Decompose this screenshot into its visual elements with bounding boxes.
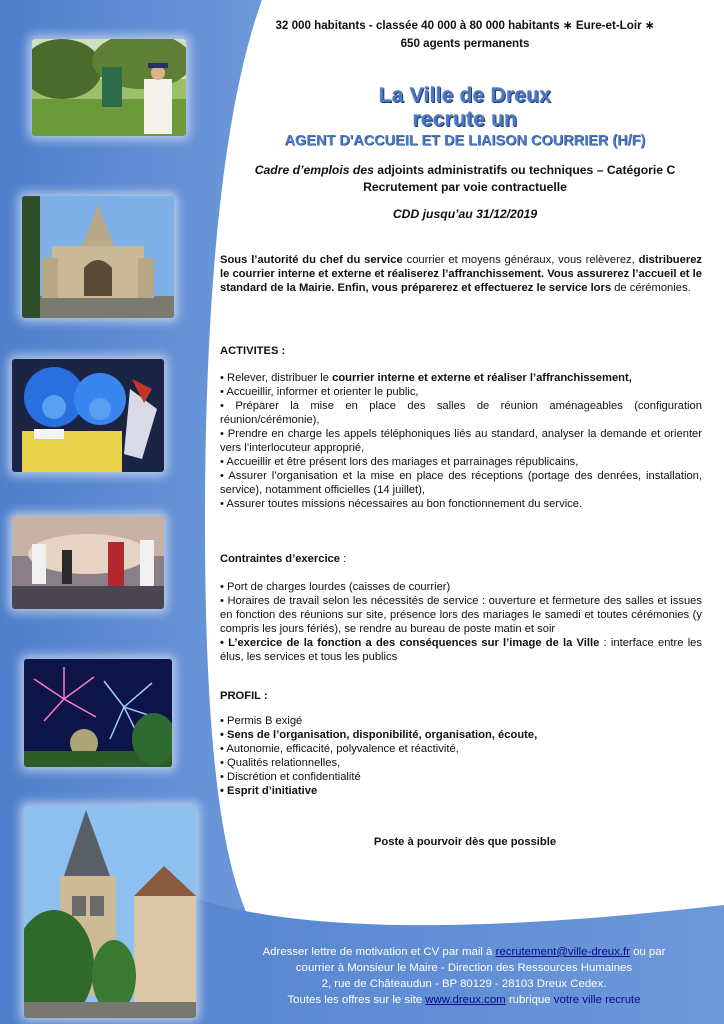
closing-line: Poste à pourvoir dès que possible (373, 836, 557, 848)
website-link[interactable]: www.dreux.com (425, 994, 506, 1006)
photo-belfry-street (24, 806, 196, 1018)
profile-heading: PROFIL : (220, 690, 268, 702)
constraint-item: • Port de charges lourdes (caisses de courrier) (220, 581, 451, 593)
header-region: Eure-et-Loir (575, 19, 642, 32)
photo-fireworks (24, 659, 172, 767)
constraints-list (220, 580, 702, 664)
activity-item: • Accueillir et être présent lors des mariages et parrainages républicains, (220, 456, 579, 468)
carnival-scene-icon (12, 359, 164, 472)
parade-scene-icon (12, 516, 164, 609)
activities-heading: ACTIVITES : (220, 345, 286, 357)
activity-prefix: • Relever, distribuer le (220, 372, 330, 384)
activities-list (220, 371, 702, 511)
intro-paragraph (220, 253, 702, 295)
constraints-heading (220, 552, 702, 566)
profile-item: • Qualités relationnelles, (220, 757, 341, 769)
activity-item: • Préparer la mise en place des salles de réunion aménageables (configuration réunion/cérémonie), (220, 400, 702, 426)
activity-item: • Accueillir, informer et orienter le public, (220, 386, 419, 398)
constraints-heading-text: Contraintes d’exercice (220, 553, 341, 565)
constraints-heading-suffix: : (340, 553, 347, 565)
activity-item: • Assurer l’organisation et la mise en place des réceptions (portage des denrées, installation, service), notamment officielles (14 juillet), (220, 470, 702, 496)
footer-contact (222, 944, 706, 1008)
framework-line2: Recrutement par voie contractuelle (363, 180, 567, 194)
constraint-item (220, 636, 702, 664)
constraint-bold: • L’exercice de la fonction a des conséquences sur l’image de la Ville (220, 637, 600, 649)
chapel-scene-icon (22, 196, 174, 318)
profile-item: • Esprit d’initiative (220, 785, 318, 797)
framework-prefix: Cadre d’emplois des (254, 163, 374, 177)
profile-list (220, 714, 702, 798)
title-position: AGENT D'ACCUEIL ET DE LIAISON COURRIER (H/F) (284, 133, 646, 149)
profile-item: • Permis B exigé (220, 715, 303, 727)
activity-item: • Assurer toutes missions nécessaires au bon fonctionnement du service. (220, 498, 583, 510)
footer-l4-mid: rubrique (505, 994, 554, 1006)
constraint-rest: : interface entre les élus, les services et tous les publics (220, 637, 702, 663)
belfry-scene-icon (24, 806, 196, 1018)
intro-part4: de cérémonies. (614, 282, 691, 294)
title-recruits: recrute un (412, 108, 518, 131)
photo-chapel (22, 196, 174, 318)
activity-bold: courrier interne et externe et réaliser l’affranchissement, (332, 372, 632, 384)
footer-l4-text: Toutes les offres sur le site (287, 994, 426, 1006)
intro-part3: distribuerez le courrier interne et externe et réaliserez l’affranchissement. Vous assurerez l’accueil et le standard de la Mairie. Enfin, vous préparerez et effectuerez le service lors (220, 254, 703, 294)
profile-item: • Discrétion et confidentialité (220, 771, 361, 783)
footer-l3: 2, rue de Châteaudun - BP 80129 - 28103 Dreux Cedex. (321, 978, 607, 990)
framework (220, 162, 710, 196)
photo-painter-park (32, 39, 186, 136)
constraint-item: • Horaires de travail selon les nécessités de service : ouverture et fermeture des salles et issues en fonction des réunions sur site, présence lors des mariages le samedi et toutes cérémonies (y compris les jours fériés), se rendre au bureau de poste matin et soir (220, 595, 702, 635)
email-link[interactable]: recrutement@ville-dreux.fr (495, 946, 630, 958)
footer-l1-end: ou par (629, 946, 666, 958)
header-line1: 32 000 habitants - classée 40 000 à 80 000 habitants (275, 19, 560, 32)
fireworks-scene-icon (24, 659, 172, 767)
profile-item: • Sens de l’organisation, disponibilité, organisation, écoute, (220, 729, 538, 741)
intro-part1: Sous l’autorité du chef du service (220, 254, 403, 266)
activity-item: • Prendre en charge les appels téléphoniques liés au standard, analyser la demande et orienter vers l’interlocuteur approprié, (220, 428, 702, 454)
contract-type: CDD jusqu’au 31/12/2019 (392, 207, 538, 221)
framework-rest: adjoints administratifs ou techniques – Catégorie C (377, 163, 676, 177)
footer-l4-highlight: votre ville recrute (553, 994, 641, 1006)
separator-star: ∗ (562, 19, 573, 32)
title-city: La Ville de Dreux (378, 84, 552, 107)
header-line2: 650 agents permanents (400, 37, 530, 50)
intro-part2: courrier et moyens généraux, vous relèverez, (406, 254, 635, 266)
header-info (220, 17, 710, 53)
separator-star: ∗ (644, 19, 655, 32)
profile-item: • Autonomie, efficacité, polyvalence et réactivité, (220, 743, 459, 755)
activity-item (220, 371, 702, 385)
footer-l2: courrier à Monsieur le Maire - Direction des Ressources Humaines (295, 962, 633, 974)
footer-l1-text: Adresser lettre de motivation et CV par mail à (262, 946, 496, 958)
photo-carnival (12, 359, 164, 472)
painter-scene-icon (32, 39, 186, 136)
photo-parade (12, 516, 164, 609)
